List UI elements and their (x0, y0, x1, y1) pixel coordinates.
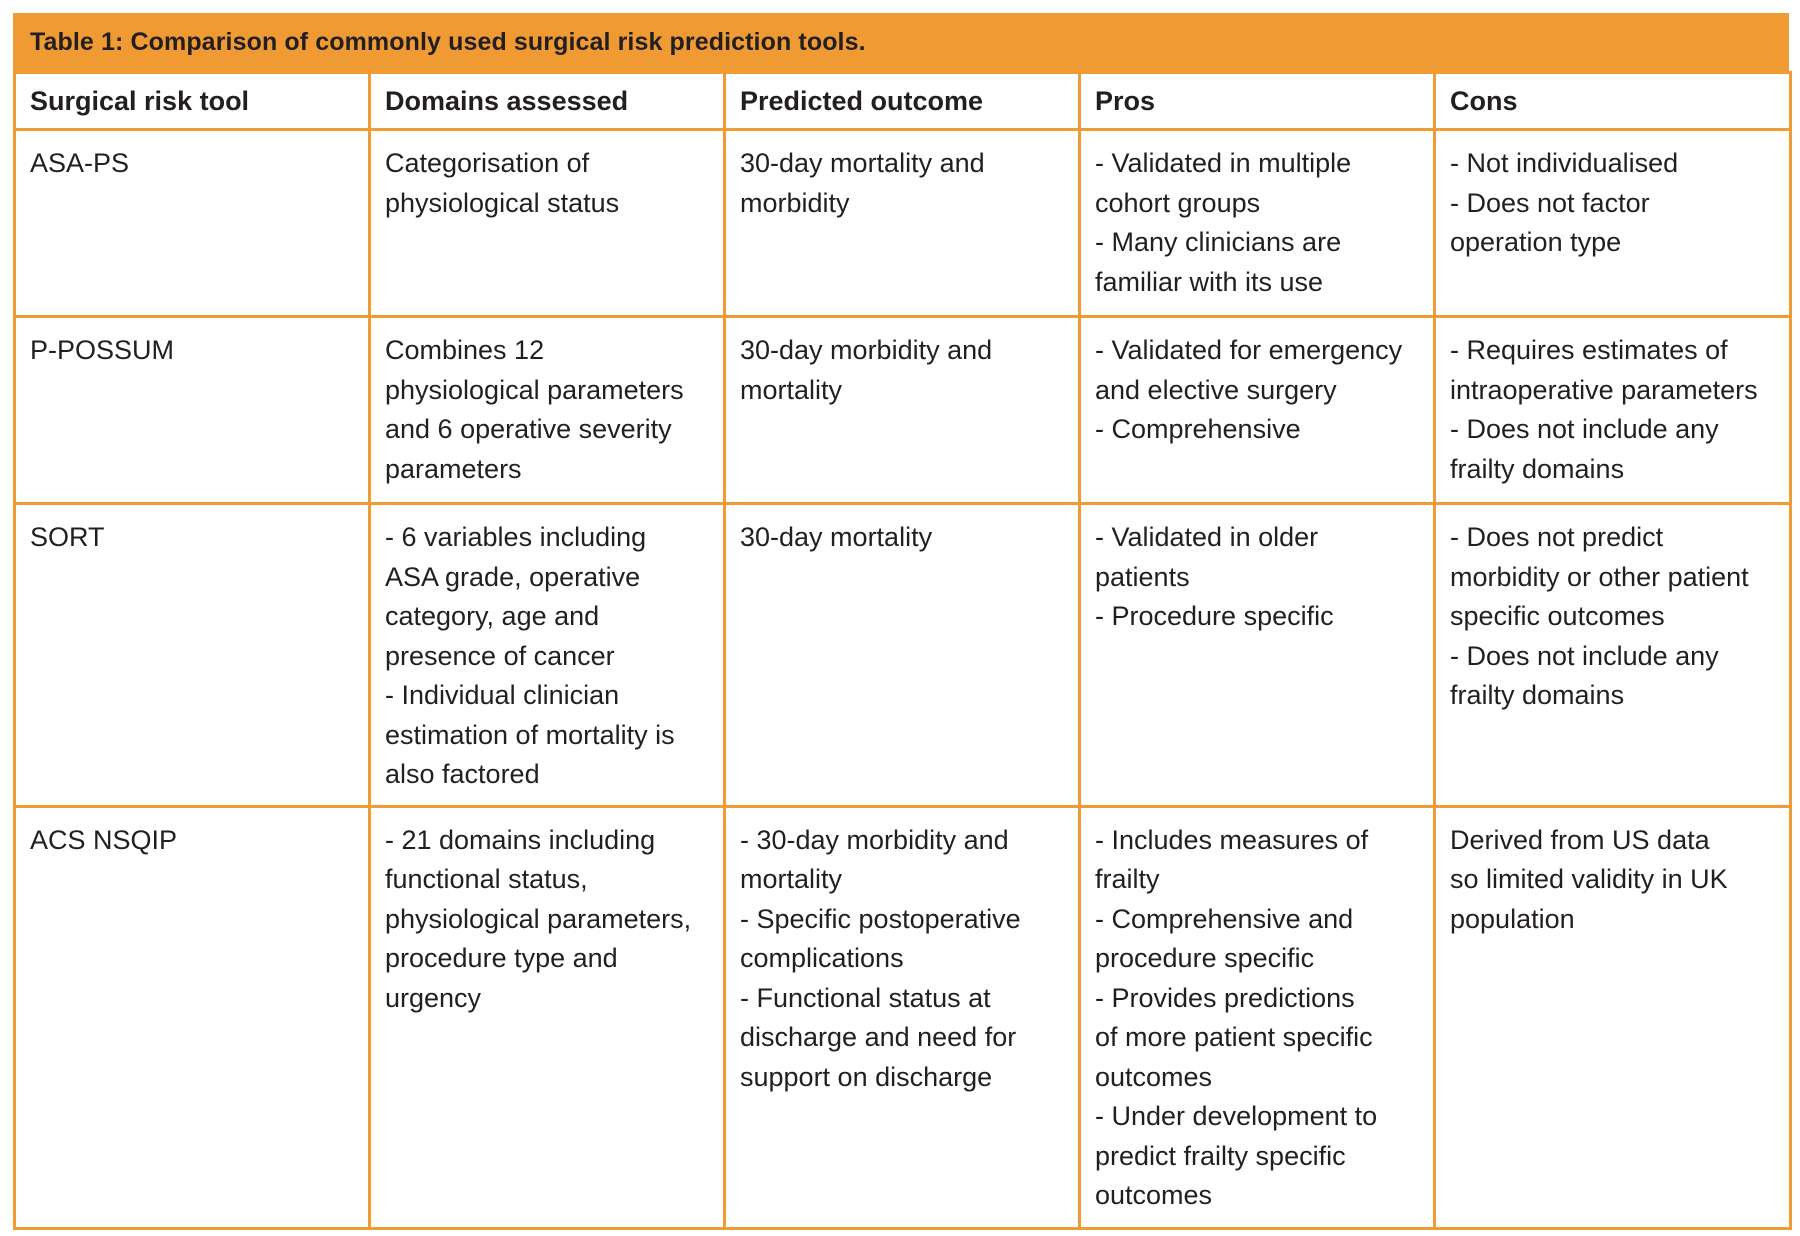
cell-line: - Does not include any (1450, 640, 1719, 671)
cell-line: procedure specific (1095, 943, 1315, 973)
cell-line: outcomes (1095, 1180, 1213, 1210)
cell-line: - Comprehensive (1095, 414, 1301, 444)
cell-line: - Provides predictions (1095, 982, 1355, 1013)
cell-line: population (1450, 903, 1575, 934)
cell-line: morbidity (740, 187, 850, 218)
cell-line: discharge and need for (740, 1022, 1017, 1052)
cell-line: Categorisation of (385, 148, 590, 178)
cell-line: and 6 operative severity (385, 414, 672, 444)
cell-line: intraoperative parameters (1450, 374, 1758, 405)
cell-line: also factored (385, 759, 540, 789)
cell-line: ASA grade, operative (385, 561, 641, 592)
cell-line: patients (1095, 561, 1190, 592)
table-row (15, 317, 1791, 504)
cell-line: frailty (1095, 864, 1160, 894)
cell-line: parameters (385, 453, 522, 484)
cell-pros (1080, 806, 1435, 1228)
cell-line: - 21 domains including (385, 824, 656, 855)
cell-line: category, age and (385, 601, 600, 631)
cell-pros (1080, 504, 1435, 807)
cell-outcome (725, 130, 1080, 317)
cell-line: outcomes (1095, 1061, 1213, 1092)
cell-line: cohort groups (1095, 187, 1261, 218)
cell-line: physiological parameters (385, 374, 684, 405)
cell-line: and elective surgery (1095, 374, 1337, 405)
cell-line: specific outcomes (1450, 601, 1665, 631)
cell-line: P-POSSUM (30, 335, 175, 365)
cell-line: support on discharge (740, 1061, 993, 1092)
risk-tools-table (13, 71, 1792, 1230)
header-pros: Pros (1080, 73, 1435, 130)
risk-tools-table-container (13, 13, 1789, 1230)
table-row (15, 806, 1791, 1228)
cell-line: - Comprehensive and (1095, 903, 1354, 934)
cell-line: - Validated in older (1095, 522, 1319, 552)
cell-domains (370, 806, 725, 1228)
cell-cons (1435, 504, 1791, 807)
cell-line: - Not individualised (1450, 148, 1679, 178)
cell-outcome (725, 317, 1080, 504)
cell-outcome (725, 504, 1080, 807)
cell-line: - Individual clinician (385, 680, 620, 710)
cell-line: - Many clinicians are (1095, 227, 1342, 257)
cell-line: presence of cancer (385, 640, 615, 671)
header-domains-assessed: Domains assessed (370, 73, 725, 130)
header-cons: Cons (1435, 73, 1791, 130)
cell-line: - Procedure specific (1095, 601, 1334, 631)
cell-line: - Includes measures of (1095, 824, 1369, 855)
cell-line: Combines 12 (385, 335, 545, 365)
cell-domains (370, 130, 725, 317)
cell-line: SORT (30, 522, 105, 552)
cell-line: physiological status (385, 187, 620, 218)
cell-line: 30-day morbidity and (740, 335, 993, 365)
cell-line: - 30-day morbidity and (740, 824, 1009, 855)
cell-cons (1435, 130, 1791, 317)
cell-line: - Functional status at (740, 982, 991, 1013)
cell-line: 30-day mortality (740, 522, 933, 552)
cell-line: - Under development to (1095, 1101, 1378, 1131)
cell-line: urgency (385, 982, 482, 1013)
cell-line: - Does not factor (1450, 187, 1650, 218)
cell-line: 30-day mortality and (740, 148, 985, 178)
cell-tool (15, 130, 370, 317)
cell-line: physiological parameters, (385, 903, 692, 934)
cell-line: estimation of mortality is (385, 719, 675, 750)
cell-line: ASA-PS (30, 148, 130, 178)
cell-line: complications (740, 943, 904, 973)
header-row (15, 73, 1791, 130)
cell-line: Derived from US data (1450, 824, 1710, 855)
table-row (15, 130, 1791, 317)
cell-line: of more patient specific (1095, 1022, 1373, 1052)
cell-line: so limited validity in UK (1450, 864, 1728, 894)
cell-line: operation type (1450, 227, 1622, 257)
cell-line: - 6 variables including (385, 522, 647, 552)
cell-tool (15, 806, 370, 1228)
cell-line: procedure type and (385, 943, 618, 973)
cell-domains (370, 317, 725, 504)
cell-line: frailty domains (1450, 680, 1625, 710)
cell-line: predict frailty specific (1095, 1140, 1346, 1171)
cell-line: mortality (740, 864, 843, 894)
cell-cons (1435, 806, 1791, 1228)
cell-line: - Does not predict (1450, 522, 1664, 552)
cell-line: - Validated for emergency (1095, 335, 1403, 365)
cell-tool (15, 504, 370, 807)
cell-line: mortality (740, 374, 843, 405)
header-predicted-outcome: Predicted outcome (725, 73, 1080, 130)
cell-line: functional status, (385, 864, 588, 894)
cell-line: - Does not include any (1450, 414, 1719, 444)
cell-line: - Requires estimates of (1450, 335, 1728, 365)
cell-line: morbidity or other patient (1450, 561, 1749, 592)
cell-line: ACS NSQIP (30, 824, 178, 855)
table-caption: Table 1: Comparison of commonly used surgical risk prediction tools. (13, 13, 1789, 71)
cell-tool (15, 317, 370, 504)
cell-line: frailty domains (1450, 453, 1625, 484)
cell-line: - Validated in multiple (1095, 148, 1352, 178)
cell-line: - Specific postoperative (740, 903, 1021, 934)
cell-pros (1080, 317, 1435, 504)
cell-pros (1080, 130, 1435, 317)
header-surgical-risk-tool: Surgical risk tool (15, 73, 370, 130)
table-row (15, 504, 1791, 807)
cell-domains (370, 504, 725, 807)
cell-line: familiar with its use (1095, 266, 1324, 297)
cell-cons (1435, 317, 1791, 504)
cell-outcome (725, 806, 1080, 1228)
